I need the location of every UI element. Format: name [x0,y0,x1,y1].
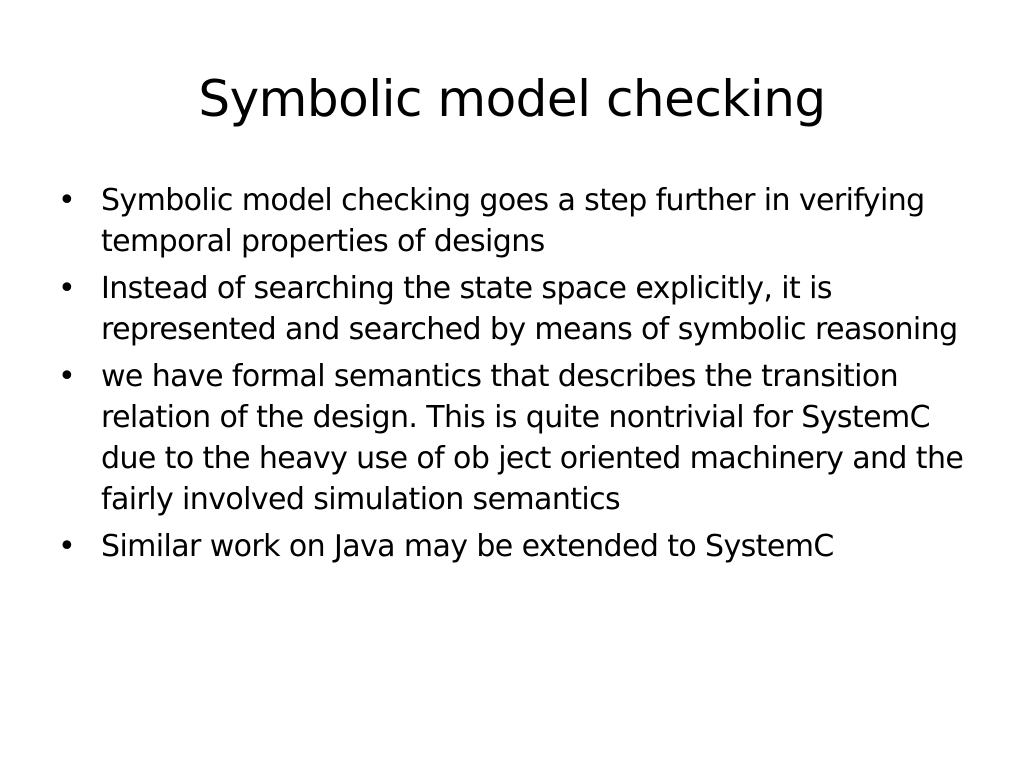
bullet-dot-icon: • [58,183,76,218]
bullet-text: Similar work on Java may be extended to SystemC [101,529,834,564]
slide-title: Symbolic model checking [198,70,826,128]
bullet-list [58,180,978,573]
bullet-item [58,180,978,262]
bullet-dot-icon: • [58,271,76,306]
bullet-item [58,268,978,350]
bullet-text: Instead of searching the state space explicitly, it is represented and searched by means of symbolic reasoning [101,271,958,347]
bullet-item [58,526,978,567]
bullet-text: we have formal semantics that describes the transition relation of the design. This is quite nontrivial for SystemC due to the heavy use of ob ject oriented machinery and the fairly involved simulation semantics [101,359,964,517]
bullet-text: Symbolic model checking goes a step further in verifying temporal properties of designs [101,183,925,259]
bullet-item [58,356,978,520]
bullet-dot-icon: • [58,359,76,394]
bullet-dot-icon: • [58,529,76,564]
